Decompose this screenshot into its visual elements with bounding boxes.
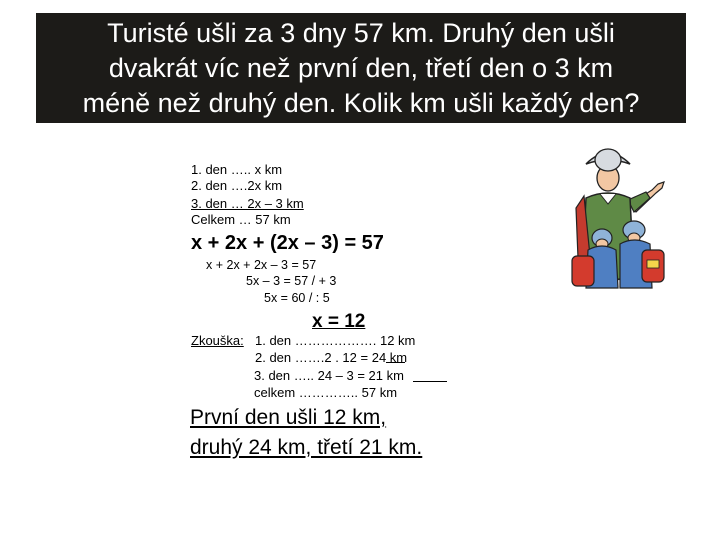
title-line-3: méně než druhý den. Kolik km ušli každý den?: [82, 88, 640, 118]
solution: x = 12: [312, 311, 366, 332]
setup-total: Celkem … 57 km: [191, 212, 291, 227]
setup-line-3: 3. den … 2x – 3 km: [191, 196, 304, 211]
answer-line-1: První den ušli 12 km,: [190, 406, 387, 429]
main-equation: x + 2x + (2x – 3) = 57: [191, 232, 384, 254]
underline-mark: [386, 362, 405, 363]
check-line-3: 3. den ….. 24 – 3 = 21 km: [254, 368, 404, 383]
step-2: 5x – 3 = 57 / + 3: [246, 274, 337, 288]
step-1: x + 2x + 2x – 3 = 57: [206, 258, 317, 272]
check-line-2: 2. den …….2 . 12 = 24 km: [255, 350, 408, 365]
setup-line-2: 2. den ….2x km: [191, 178, 283, 193]
answer-line-2: druhý 24 km, třetí 21 km.: [190, 436, 423, 459]
title-line-1: Turisté ušli za 3 dny 57 km. Druhý den ušli: [107, 18, 615, 48]
tourist-hikers-icon: [568, 138, 668, 290]
title-line-2: dvakrát víc než první den, třetí den o 3 km: [108, 53, 614, 83]
underline-mark: [413, 381, 447, 382]
title-banner: [36, 13, 686, 123]
check-line-1: 1. den ………………. 12 km: [255, 333, 416, 348]
step-3: 5x = 60 / : 5: [264, 291, 330, 305]
check-total: celkem ………….. 57 km: [254, 385, 398, 400]
setup-line-1: 1. den ….. x km: [191, 162, 283, 177]
check-label: Zkouška:: [191, 333, 244, 348]
